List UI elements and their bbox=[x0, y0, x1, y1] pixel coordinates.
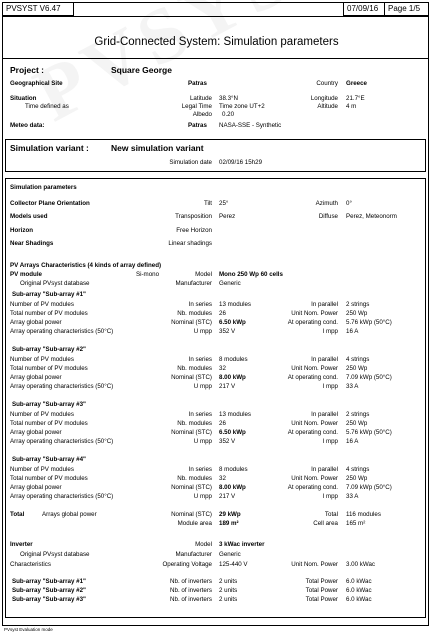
country-label: Country bbox=[316, 80, 338, 87]
subarray-mid-label: U mpp bbox=[193, 328, 212, 335]
altitude-label: Altitude bbox=[317, 103, 338, 110]
latitude-value: 38.3°N bbox=[219, 95, 238, 102]
subarray-right-value: 16 A bbox=[346, 438, 359, 445]
subarray-mid-label: Nb. modules bbox=[177, 475, 212, 482]
altitude-value: 4 m bbox=[346, 103, 357, 110]
subarray-right-value: 5.76 kWp (50°C) bbox=[346, 319, 392, 326]
subarray-row-label: Array global power bbox=[10, 374, 62, 381]
longitude-value: 21.7°E bbox=[346, 95, 365, 102]
total-v4: 165 m² bbox=[346, 520, 366, 527]
project-label: Project : bbox=[10, 65, 45, 75]
param-label: Models used bbox=[10, 213, 48, 220]
geo-value: Patras bbox=[188, 80, 207, 87]
albedo-value: 0.20 bbox=[222, 111, 235, 118]
subarray-row-label: Number of PV modules bbox=[10, 411, 74, 418]
subarray-right-label: Unit Nom. Power bbox=[291, 420, 338, 427]
inverter-unit-label: Unit Nom. Power bbox=[291, 561, 338, 568]
subarray-right-value: 250 Wp bbox=[346, 365, 368, 372]
title-rule bbox=[2, 58, 429, 59]
subarray-right-label: I mpp bbox=[322, 438, 338, 445]
subarray-right-value: 250 Wp bbox=[346, 310, 368, 317]
inverter-subarray-label: Sub-array "Sub-array #2" bbox=[12, 587, 86, 594]
subarray-mid-label: U mpp bbox=[193, 383, 212, 390]
subarray-mid-label: In series bbox=[188, 411, 212, 418]
subarray-mid-label: In series bbox=[188, 301, 212, 308]
inverter-unit-value: 3.00 kWac bbox=[346, 561, 376, 568]
param-value-2: Perez, Meteonorm bbox=[346, 213, 397, 220]
total-v2: 116 modules bbox=[346, 511, 381, 518]
subarray-mid-label: Nb. modules bbox=[177, 420, 212, 427]
inverter-count-value: 2 units bbox=[219, 596, 238, 603]
total-label: Total bbox=[10, 511, 25, 518]
inverter-label: Inverter bbox=[10, 541, 33, 548]
subarray-row-label: Array operating characteristics (50°C) bbox=[10, 383, 114, 390]
subarray-right-value: 7.09 kWp (50°C) bbox=[346, 374, 392, 381]
pv-model-value: Mono 250 Wp 60 cells bbox=[219, 271, 283, 278]
subarray-right-label: In parallel bbox=[311, 301, 338, 308]
subarray-right-label: In parallel bbox=[311, 411, 338, 418]
subarray-mid-value: 32 bbox=[219, 365, 226, 372]
subarray-right-label: Unit Nom. Power bbox=[291, 475, 338, 482]
subarray-row-label: Array global power bbox=[10, 429, 62, 436]
total-sub: Arrays global power bbox=[42, 511, 97, 518]
inverter-power-label: Total Power bbox=[305, 587, 338, 594]
param-value: 25° bbox=[219, 200, 229, 207]
pv-manuf-value: Generic bbox=[219, 280, 241, 287]
subarray-mid-label: U mpp bbox=[193, 438, 212, 445]
subarray-row-label: Array global power bbox=[10, 484, 62, 491]
subarray-right-label: I mpp bbox=[322, 493, 338, 500]
params-title: Simulation parameters bbox=[10, 184, 77, 191]
subarray-mid-label: Nominal (STC) bbox=[171, 429, 212, 436]
param-value: Free Horizon bbox=[176, 227, 212, 234]
latitude-label: Latitude bbox=[189, 95, 212, 102]
param-value-2: 0° bbox=[346, 200, 352, 207]
inverter-subarray-label: Sub-array "Sub-array #3" bbox=[12, 596, 86, 603]
inverter-subarray-label: Sub-array "Sub-array #1" bbox=[12, 578, 86, 585]
subarray-right-label: I mpp bbox=[322, 383, 338, 390]
sim-date-value: 02/09/16 15h29 bbox=[219, 159, 263, 166]
longitude-label: Longitude bbox=[310, 95, 338, 102]
subarray-row-label: Number of PV modules bbox=[10, 301, 74, 308]
project-name: Square George bbox=[111, 65, 172, 75]
legal-value: Time zone UT+2 bbox=[219, 103, 265, 110]
param-key-2: Diffuse bbox=[318, 213, 338, 220]
param-label: Collector Plane Orientation bbox=[10, 200, 90, 207]
subarray-right-label: Unit Nom. Power bbox=[291, 365, 338, 372]
pv-title: PV Arrays Characteristics (4 kinds of array defined) bbox=[10, 262, 162, 269]
subarray-row-label: Total number of PV modules bbox=[10, 420, 88, 427]
inverter-model-label: Model bbox=[195, 541, 212, 548]
subarray-mid-value: 6.50 kWp bbox=[219, 429, 246, 436]
param-key: Transposition bbox=[175, 213, 212, 220]
param-label: Horizon bbox=[10, 227, 34, 234]
country-value: Greece bbox=[346, 80, 367, 87]
subarray-title: Sub-array "Sub-array #4" bbox=[12, 456, 86, 463]
subarray-mid-label: Nominal (STC) bbox=[171, 374, 212, 381]
subarray-right-value: 4 strings bbox=[346, 466, 370, 473]
pv-module-label: PV module bbox=[10, 271, 42, 278]
subarray-mid-label: U mpp bbox=[193, 493, 212, 500]
time-label: Time defined as bbox=[25, 103, 69, 110]
total-v3: 189 m² bbox=[219, 520, 239, 527]
subarray-mid-value: 13 modules bbox=[219, 411, 251, 418]
inverter-count-label: Nb. of inverters bbox=[170, 596, 212, 603]
subarray-mid-value: 8 modules bbox=[219, 466, 248, 473]
subarray-right-value: 2 strings bbox=[346, 301, 370, 308]
subarray-right-value: 16 A bbox=[346, 328, 359, 335]
param-key-2: Azimuth bbox=[315, 200, 338, 207]
subarray-right-value: 33 A bbox=[346, 383, 359, 390]
subarray-right-label: At operating cond. bbox=[287, 429, 338, 436]
subarray-title: Sub-array "Sub-array #1" bbox=[12, 291, 86, 298]
variant-name: New simulation variant bbox=[111, 143, 204, 153]
total-k2: Total bbox=[324, 511, 338, 518]
subarray-title: Sub-array "Sub-array #2" bbox=[12, 346, 86, 353]
app-version: PVSYST V6.47 bbox=[2, 2, 74, 16]
subarray-right-value: 4 strings bbox=[346, 356, 370, 363]
param-value: Linear shadings bbox=[168, 240, 212, 247]
param-label: Near Shadings bbox=[10, 240, 54, 247]
subarray-right-value: 5.76 kWp (50°C) bbox=[346, 429, 392, 436]
subarray-right-label: I mpp bbox=[322, 328, 338, 335]
subarray-row-label: Number of PV modules bbox=[10, 466, 74, 473]
subarray-mid-label: Nb. modules bbox=[177, 310, 212, 317]
footer-note: PVsyst Evaluation mode bbox=[4, 627, 53, 632]
inverter-char-label: Characteristics bbox=[10, 561, 51, 568]
subarray-right-value: 250 Wp bbox=[346, 475, 368, 482]
sim-date-label: Simulation date bbox=[169, 159, 212, 166]
albedo-label: Albedo bbox=[192, 111, 212, 118]
subarray-right-label: At operating cond. bbox=[287, 374, 338, 381]
page-number: Page 1/5 bbox=[384, 2, 429, 16]
inverter-manuf-label: Manufacturer bbox=[175, 551, 212, 558]
variant-label: Simulation variant : bbox=[10, 143, 89, 153]
subarray-mid-value: 32 bbox=[219, 475, 226, 482]
total-k3: Module area bbox=[177, 520, 212, 527]
subarray-right-value: 2 strings bbox=[346, 411, 370, 418]
subarray-mid-label: In series bbox=[188, 356, 212, 363]
inverter-count-label: Nb. of inverters bbox=[170, 578, 212, 585]
legal-label: Legal Time bbox=[181, 103, 212, 110]
situation-label: Situation bbox=[10, 95, 37, 102]
subarray-mid-value: 8.00 kWp bbox=[219, 484, 246, 491]
subarray-row-label: Array operating characteristics (50°C) bbox=[10, 328, 114, 335]
subarray-mid-value: 217 V bbox=[219, 493, 236, 500]
inverter-power-value: 6.0 kWac bbox=[346, 578, 372, 585]
pv-module-tech: Si-mono bbox=[136, 271, 160, 278]
subarray-right-label: In parallel bbox=[311, 356, 338, 363]
meteo-site: Patras bbox=[188, 122, 207, 129]
subarray-title: Sub-array "Sub-array #3" bbox=[12, 401, 86, 408]
pv-manuf-label: Manufacturer bbox=[175, 280, 212, 287]
subarray-right-label: At operating cond. bbox=[287, 484, 338, 491]
subarray-right-label: Unit Nom. Power bbox=[291, 310, 338, 317]
subarray-mid-value: 352 V bbox=[219, 328, 236, 335]
subarray-mid-label: Nominal (STC) bbox=[171, 484, 212, 491]
param-value: Perez bbox=[219, 213, 236, 220]
inverter-power-label: Total Power bbox=[305, 578, 338, 585]
subarray-mid-label: In series bbox=[188, 466, 212, 473]
subarray-right-label: In parallel bbox=[311, 466, 338, 473]
subarray-mid-value: 217 V bbox=[219, 383, 236, 390]
header-rule bbox=[2, 16, 429, 17]
inverter-op-value: 125-440 V bbox=[219, 561, 248, 568]
subarray-right-label: At operating cond. bbox=[287, 319, 338, 326]
meteo-label: Meteo data: bbox=[10, 122, 45, 129]
page-title: Grid-Connected System: Simulation parameters bbox=[94, 36, 339, 48]
total-k1: Nominal (STC) bbox=[171, 511, 212, 518]
inverter-manuf-value: Generic bbox=[219, 551, 241, 558]
subarray-right-value: 7.09 kWp (50°C) bbox=[346, 484, 392, 491]
subarray-row-label: Number of PV modules bbox=[10, 356, 74, 363]
inverter-model-value: 3 kWac inverter bbox=[219, 541, 265, 548]
inverter-count-label: Nb. of inverters bbox=[170, 587, 212, 594]
subarray-mid-label: Nb. modules bbox=[177, 365, 212, 372]
subarray-mid-value: 352 V bbox=[219, 438, 236, 445]
subarray-row-label: Total number of PV modules bbox=[10, 365, 88, 372]
subarray-row-label: Total number of PV modules bbox=[10, 475, 88, 482]
report-date: 07/09/16 bbox=[343, 2, 385, 16]
pv-db-label: Original PVsyst database bbox=[20, 280, 90, 287]
inverter-power-label: Total Power bbox=[305, 596, 338, 603]
inverter-power-value: 6.0 kWac bbox=[346, 587, 372, 594]
geo-label: Geographical Site bbox=[10, 80, 63, 87]
inverter-power-value: 6.0 kWac bbox=[346, 596, 372, 603]
subarray-row-label: Array operating characteristics (50°C) bbox=[10, 493, 114, 500]
subarray-row-label: Total number of PV modules bbox=[10, 310, 88, 317]
inverter-count-value: 2 units bbox=[219, 587, 238, 594]
inverter-count-value: 2 units bbox=[219, 578, 238, 585]
meteo-value: NASA-SSE - Synthetic bbox=[219, 122, 282, 129]
param-key: Tilt bbox=[203, 200, 212, 207]
inverter-op-label: Operating Voltage bbox=[162, 561, 212, 568]
subarray-right-value: 33 A bbox=[346, 493, 359, 500]
total-v1: 29 kWp bbox=[219, 511, 241, 518]
subarray-mid-value: 26 bbox=[219, 310, 226, 317]
subarray-mid-value: 26 bbox=[219, 420, 226, 427]
subarray-mid-value: 8 modules bbox=[219, 356, 248, 363]
total-k4: Cell area bbox=[313, 520, 338, 527]
inverter-db-label: Original PVsyst database bbox=[20, 551, 90, 558]
subarray-row-label: Array global power bbox=[10, 319, 62, 326]
subarray-mid-value: 6.50 kWp bbox=[219, 319, 246, 326]
subarray-mid-value: 13 modules bbox=[219, 301, 251, 308]
subarray-row-label: Array operating characteristics (50°C) bbox=[10, 438, 114, 445]
subarray-mid-value: 8.00 kWp bbox=[219, 374, 246, 381]
subarray-mid-label: Nominal (STC) bbox=[171, 319, 212, 326]
pv-model-label: Model bbox=[195, 271, 212, 278]
subarray-right-value: 250 Wp bbox=[346, 420, 368, 427]
